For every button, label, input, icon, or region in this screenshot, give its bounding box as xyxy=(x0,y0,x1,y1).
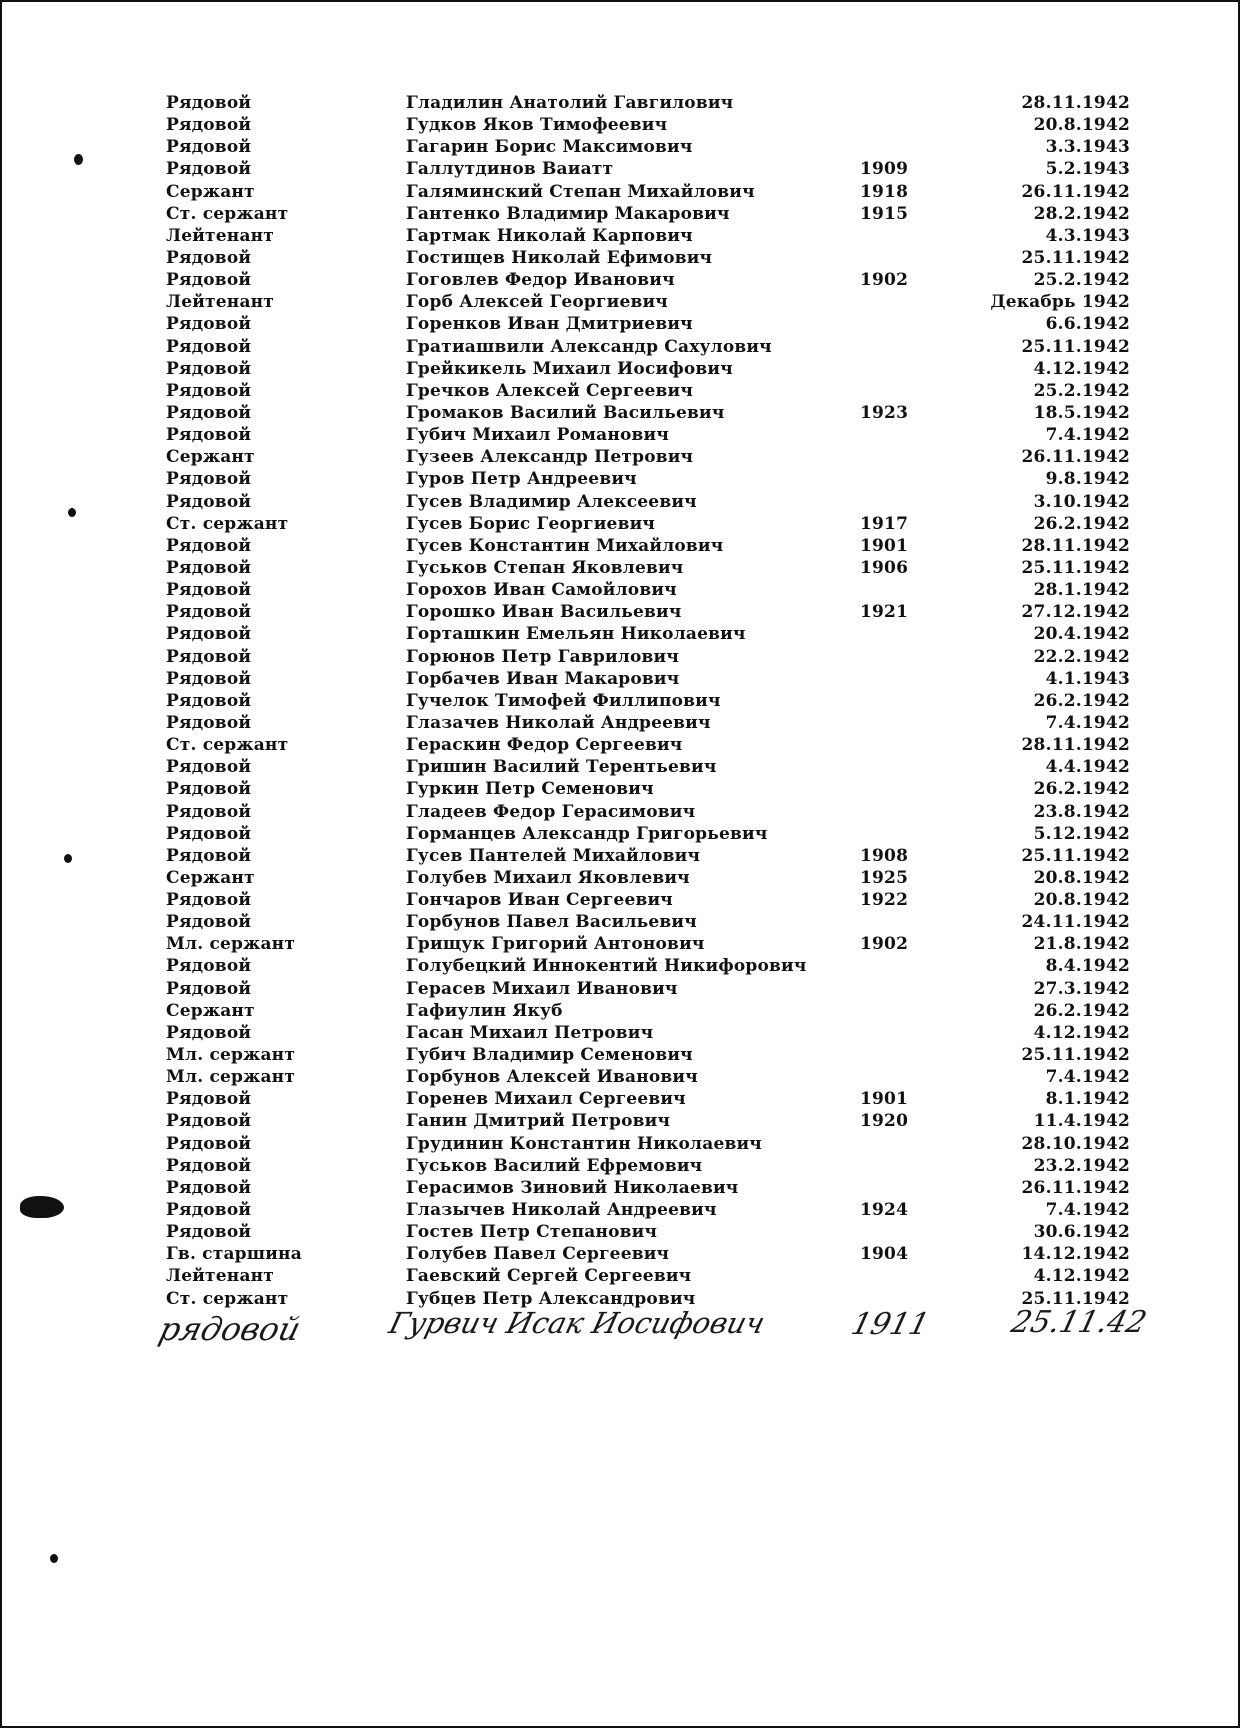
date-cell: 27.3.1942 xyxy=(1033,978,1130,999)
date-cell: 11.4.1942 xyxy=(1033,1111,1130,1132)
rank-cell: Рядовой xyxy=(166,1022,252,1043)
name-cell: Грейкикель Михаил Иосифович xyxy=(406,358,733,379)
rank-cell: Лейтенант xyxy=(166,292,275,313)
name-cell: Гасан Михаил Петрович xyxy=(406,1022,654,1043)
name-cell: Голубев Павел Сергеевич xyxy=(406,1244,670,1265)
roster-row xyxy=(0,1199,1244,1221)
year-cell: 1920 xyxy=(860,1111,909,1132)
name-cell: Гусев Константин Михайлович xyxy=(406,535,724,556)
rank-cell: Ст. сержант xyxy=(166,1288,289,1309)
date-cell: 20.8.1942 xyxy=(1033,115,1130,136)
year-cell: 1925 xyxy=(860,867,909,888)
date-cell: 26.11.1942 xyxy=(1021,181,1130,202)
roster-row xyxy=(0,336,1244,358)
date-cell: 7.4.1942 xyxy=(1045,425,1130,446)
roster-row xyxy=(0,690,1244,712)
name-cell: Горошко Иван Васильевич xyxy=(406,602,682,623)
date-cell: 25.11.1942 xyxy=(1021,247,1130,268)
name-cell: Горенев Михаил Сергеевич xyxy=(406,1089,686,1110)
date-cell: 28.1.1942 xyxy=(1033,580,1130,601)
date-cell: 30.6.1942 xyxy=(1033,1222,1130,1243)
date-cell: 26.11.1942 xyxy=(1021,1177,1130,1198)
name-cell: Галяминский Степан Михайлович xyxy=(406,181,755,202)
name-cell: Гречков Алексей Сергеевич xyxy=(406,380,693,401)
name-cell: Гусев Борис Георгиевич xyxy=(406,513,656,534)
rank-cell: Рядовой xyxy=(166,912,252,933)
name-cell: Горохов Иван Самойлович xyxy=(406,580,677,601)
roster-row xyxy=(0,1265,1244,1287)
rank-cell: Рядовой xyxy=(166,646,252,667)
year-cell: 1908 xyxy=(860,845,909,866)
rank-cell: Мл. сержант xyxy=(166,934,296,955)
name-cell: Гришин Василий Терентьевич xyxy=(406,757,717,778)
name-cell: Горбунов Павел Васильевич xyxy=(406,912,697,933)
roster-row xyxy=(0,1088,1244,1110)
handwritten-date: 25.11.42 xyxy=(1007,1305,1151,1340)
name-cell: Горенков Иван Дмитриевич xyxy=(406,314,693,335)
name-cell: Горманцев Александр Григорьевич xyxy=(406,823,768,844)
roster-row xyxy=(0,579,1244,601)
rank-cell: Сержант xyxy=(166,1000,255,1021)
name-cell: Гратиашвили Александр Сахулович xyxy=(406,336,772,357)
year-cell: 1924 xyxy=(860,1200,909,1221)
rank-cell: Рядовой xyxy=(166,159,252,180)
date-cell: 28.2.1942 xyxy=(1033,203,1130,224)
rank-cell: Рядовой xyxy=(166,602,252,623)
date-cell: 14.12.1942 xyxy=(1021,1244,1130,1265)
roster-row xyxy=(0,380,1244,402)
roster-list xyxy=(0,92,1244,1310)
date-cell: 28.11.1942 xyxy=(1021,93,1130,113)
name-cell: Глазачев Николай Андреевич xyxy=(406,712,711,733)
name-cell: Гудков Яков Тимофеевич xyxy=(406,115,668,136)
rank-cell: Сержант xyxy=(166,447,255,468)
date-cell: 26.2.1942 xyxy=(1033,690,1130,711)
roster-row xyxy=(0,1177,1244,1199)
name-cell: Гуськов Василий Ефремович xyxy=(406,1155,703,1176)
rank-cell: Рядовой xyxy=(166,535,252,556)
roster-row xyxy=(0,557,1244,579)
rank-cell: Рядовой xyxy=(166,801,252,822)
rank-cell: Рядовой xyxy=(166,380,252,401)
roster-row xyxy=(0,734,1244,756)
roster-row xyxy=(0,601,1244,623)
rank-cell: Рядовой xyxy=(166,1177,252,1198)
year-cell: 1901 xyxy=(860,1089,909,1110)
rank-cell: Ст. сержант xyxy=(166,513,289,534)
name-cell: Грудинин Константин Николаевич xyxy=(406,1133,762,1154)
roster-row xyxy=(0,313,1244,335)
date-cell: 23.8.1942 xyxy=(1033,801,1130,822)
roster-row xyxy=(0,756,1244,778)
date-cell: 3.3.1943 xyxy=(1045,137,1130,158)
name-cell: Горбачев Иван Макарович xyxy=(406,668,680,689)
roster-row xyxy=(0,92,1244,114)
rank-cell: Рядовой xyxy=(166,247,252,268)
rank-cell: Рядовой xyxy=(166,1111,252,1132)
date-cell: 3.10.1942 xyxy=(1033,491,1130,512)
roster-row xyxy=(0,247,1244,269)
name-cell: Гусев Владимир Алексеевич xyxy=(406,491,697,512)
roster-row xyxy=(0,1000,1244,1022)
date-cell: 25.11.1942 xyxy=(1021,845,1130,866)
date-cell: 4.12.1942 xyxy=(1033,358,1130,379)
name-cell: Гафиулин Якуб xyxy=(406,1000,563,1021)
date-cell: 25.11.1942 xyxy=(1021,1045,1130,1066)
year-cell: 1904 xyxy=(860,1244,909,1265)
name-cell: Гуськов Степан Яковлевич xyxy=(406,557,684,578)
date-cell: 27.12.1942 xyxy=(1021,602,1130,623)
roster-row xyxy=(0,158,1244,180)
roster-row xyxy=(0,712,1244,734)
rank-cell: Рядовой xyxy=(166,137,252,158)
year-cell: 1902 xyxy=(860,270,909,291)
rank-cell: Рядовой xyxy=(166,93,252,113)
rank-cell: Рядовой xyxy=(166,557,252,578)
date-cell: 28.11.1942 xyxy=(1021,735,1130,756)
rank-cell: Рядовой xyxy=(166,668,252,689)
date-cell: 25.11.1942 xyxy=(1021,1288,1130,1309)
date-cell: 6.6.1942 xyxy=(1045,314,1130,335)
rank-cell: Рядовой xyxy=(166,978,252,999)
roster-row xyxy=(0,358,1244,380)
rank-cell: Рядовой xyxy=(166,1222,252,1243)
date-cell: 24.11.1942 xyxy=(1021,912,1130,933)
roster-row xyxy=(0,513,1244,535)
date-cell: 25.11.1942 xyxy=(1021,557,1130,578)
rank-cell: Рядовой xyxy=(166,491,252,512)
rank-cell: Рядовой xyxy=(166,690,252,711)
date-cell: 23.2.1942 xyxy=(1033,1155,1130,1176)
name-cell: Гоговлев Федор Иванович xyxy=(406,270,675,291)
handwritten-entry xyxy=(0,1303,1244,1351)
rank-cell: Сержант xyxy=(166,867,255,888)
name-cell: Горюнов Петр Гаврилович xyxy=(406,646,679,667)
name-cell: Гузеев Александр Петрович xyxy=(406,447,694,468)
roster-row xyxy=(0,1110,1244,1132)
name-cell: Гантенко Владимир Макарович xyxy=(406,203,730,224)
name-cell: Гаевский Сергей Сергеевич xyxy=(406,1266,692,1287)
date-cell: 18.5.1942 xyxy=(1033,402,1130,423)
date-cell: 20.8.1942 xyxy=(1033,867,1130,888)
rank-cell: Рядовой xyxy=(166,580,252,601)
rank-cell: Рядовой xyxy=(166,270,252,291)
rank-cell: Рядовой xyxy=(166,469,252,490)
name-cell: Горташкин Емельян Николаевич xyxy=(406,624,746,645)
date-cell: 25.11.1942 xyxy=(1021,336,1130,357)
name-cell: Галлутдинов Ваиатт xyxy=(406,159,614,180)
roster-row xyxy=(0,778,1244,800)
rank-cell: Рядовой xyxy=(166,425,252,446)
roster-row xyxy=(0,446,1244,468)
roster-row xyxy=(0,424,1244,446)
name-cell: Гуркин Петр Семенович xyxy=(406,779,654,800)
roster-row xyxy=(0,468,1244,490)
date-cell: 26.11.1942 xyxy=(1021,447,1130,468)
year-cell: 1917 xyxy=(860,513,909,534)
year-cell: 1902 xyxy=(860,934,909,955)
roster-row xyxy=(0,867,1244,889)
scan-speck xyxy=(50,1554,58,1563)
name-cell: Горбунов Алексей Иванович xyxy=(406,1067,698,1088)
name-cell: Гартмак Николай Карпович xyxy=(406,225,693,246)
scan-speck xyxy=(68,508,76,517)
scan-speck xyxy=(20,1196,64,1218)
roster-row xyxy=(0,1022,1244,1044)
name-cell: Герасимов Зиновий Николаевич xyxy=(406,1177,739,1198)
roster-row xyxy=(0,933,1244,955)
roster-row xyxy=(0,978,1244,1000)
date-cell: 9.8.1942 xyxy=(1045,469,1130,490)
roster-row xyxy=(0,1243,1244,1265)
year-cell: 1901 xyxy=(860,535,909,556)
year-cell: 1921 xyxy=(860,602,909,623)
name-cell: Гучелок Тимофей Филлипович xyxy=(406,690,721,711)
roster-row xyxy=(0,535,1244,557)
scan-speck xyxy=(74,154,83,165)
name-cell: Гладилин Анатолий Гавгилович xyxy=(406,93,734,113)
name-cell: Герасев Михаил Иванович xyxy=(406,978,678,999)
name-cell: Гладеев Федор Герасимович xyxy=(406,801,696,822)
rank-cell: Лейтенант xyxy=(166,1266,275,1287)
name-cell: Голубецкий Иннокентий Никифорович xyxy=(406,956,807,977)
rank-cell: Рядовой xyxy=(166,712,252,733)
roster-row xyxy=(0,911,1244,933)
rank-cell: Ст. сержант xyxy=(166,735,289,756)
roster-row xyxy=(0,668,1244,690)
name-cell: Голубев Михаил Яковлевич xyxy=(406,867,690,888)
name-cell: Губич Владимир Семенович xyxy=(406,1045,693,1066)
rank-cell: Рядовой xyxy=(166,779,252,800)
rank-cell: Рядовой xyxy=(166,757,252,778)
date-cell: 8.4.1942 xyxy=(1045,956,1130,977)
rank-cell: Гв. старшина xyxy=(166,1244,302,1265)
roster-row xyxy=(0,291,1244,313)
name-cell: Громаков Василий Васильевич xyxy=(406,402,725,423)
roster-row xyxy=(0,225,1244,247)
rank-cell: Ст. сержант xyxy=(166,203,289,224)
rank-cell: Лейтенант xyxy=(166,225,275,246)
date-cell: 5.2.1943 xyxy=(1045,159,1130,180)
name-cell: Гостев Петр Степанович xyxy=(406,1222,658,1243)
rank-cell: Рядовой xyxy=(166,336,252,357)
date-cell: 20.8.1942 xyxy=(1033,890,1130,911)
handwritten-year: 1911 xyxy=(847,1307,933,1342)
name-cell: Гостищев Николай Ефимович xyxy=(406,247,713,268)
rank-cell: Сержант xyxy=(166,181,255,202)
date-cell: 26.2.1942 xyxy=(1033,513,1130,534)
year-cell: 1923 xyxy=(860,402,909,423)
date-cell: 26.2.1942 xyxy=(1033,779,1130,800)
roster-row xyxy=(0,136,1244,158)
rank-cell: Рядовой xyxy=(166,314,252,335)
name-cell: Ганин Дмитрий Петрович xyxy=(406,1111,671,1132)
roster-row xyxy=(0,1133,1244,1155)
date-cell: 25.2.1942 xyxy=(1033,380,1130,401)
roster-row xyxy=(0,114,1244,136)
roster-row xyxy=(0,402,1244,424)
date-cell: Декабрь 1942 xyxy=(990,292,1130,313)
roster-row xyxy=(0,889,1244,911)
year-cell: 1915 xyxy=(860,203,909,224)
rank-cell: Рядовой xyxy=(166,956,252,977)
year-cell: 1906 xyxy=(860,557,909,578)
name-cell: Губцев Петр Александрович xyxy=(406,1288,696,1309)
date-cell: 4.12.1942 xyxy=(1033,1022,1130,1043)
year-cell: 1909 xyxy=(860,159,909,180)
roster-row xyxy=(0,1221,1244,1243)
roster-row xyxy=(0,1066,1244,1088)
rank-cell: Рядовой xyxy=(166,1155,252,1176)
date-cell: 26.2.1942 xyxy=(1033,1000,1130,1021)
roster-row xyxy=(0,1155,1244,1177)
rank-cell: Рядовой xyxy=(166,358,252,379)
rank-cell: Рядовой xyxy=(166,1200,252,1221)
roster-row xyxy=(0,181,1244,203)
date-cell: 7.4.1942 xyxy=(1045,1200,1130,1221)
scan-speck xyxy=(64,854,72,863)
roster-row xyxy=(0,269,1244,291)
roster-row xyxy=(0,623,1244,645)
roster-row xyxy=(0,1044,1244,1066)
date-cell: 7.4.1942 xyxy=(1045,1067,1130,1088)
rank-cell: Мл. сержант xyxy=(166,1067,296,1088)
roster-row xyxy=(0,491,1244,513)
name-cell: Гераскин Федор Сергеевич xyxy=(406,735,683,756)
name-cell: Глазычев Николай Андреевич xyxy=(406,1200,717,1221)
rank-cell: Мл. сержант xyxy=(166,1045,296,1066)
name-cell: Гагарин Борис Максимович xyxy=(406,137,693,158)
name-cell: Гончаров Иван Сергеевич xyxy=(406,890,673,911)
roster-row xyxy=(0,203,1244,225)
handwritten-rank: рядовой xyxy=(155,1310,305,1348)
roster-row xyxy=(0,823,1244,845)
date-cell: 4.3.1943 xyxy=(1045,225,1130,246)
roster-row xyxy=(0,845,1244,867)
year-cell: 1918 xyxy=(860,181,909,202)
rank-cell: Рядовой xyxy=(166,115,252,136)
rank-cell: Рядовой xyxy=(166,624,252,645)
year-cell: 1922 xyxy=(860,890,909,911)
date-cell: 21.8.1942 xyxy=(1033,934,1130,955)
date-cell: 28.11.1942 xyxy=(1021,535,1130,556)
name-cell: Грищук Григорий Антонович xyxy=(406,934,705,955)
date-cell: 8.1.1942 xyxy=(1045,1089,1130,1110)
roster-row xyxy=(0,801,1244,823)
name-cell: Горб Алексей Георгиевич xyxy=(406,292,668,313)
date-cell: 4.12.1942 xyxy=(1033,1266,1130,1287)
date-cell: 20.4.1942 xyxy=(1033,624,1130,645)
rank-cell: Рядовой xyxy=(166,1089,252,1110)
name-cell: Губич Михаил Романович xyxy=(406,425,669,446)
date-cell: 7.4.1942 xyxy=(1045,712,1130,733)
rank-cell: Рядовой xyxy=(166,823,252,844)
date-cell: 5.12.1942 xyxy=(1033,823,1130,844)
roster-row xyxy=(0,955,1244,977)
name-cell: Гуров Петр Андреевич xyxy=(406,469,637,490)
handwritten-name: Гурвич Исак Иосифович xyxy=(385,1306,769,1340)
roster-row xyxy=(0,646,1244,668)
date-cell: 4.1.1943 xyxy=(1045,668,1130,689)
date-cell: 25.2.1942 xyxy=(1033,270,1130,291)
date-cell: 22.2.1942 xyxy=(1033,646,1130,667)
date-cell: 4.4.1942 xyxy=(1045,757,1130,778)
rank-cell: Рядовой xyxy=(166,402,252,423)
rank-cell: Рядовой xyxy=(166,1133,252,1154)
rank-cell: Рядовой xyxy=(166,890,252,911)
date-cell: 28.10.1942 xyxy=(1021,1133,1130,1154)
rank-cell: Рядовой xyxy=(166,845,252,866)
name-cell: Гусев Пантелей Михайлович xyxy=(406,845,701,866)
